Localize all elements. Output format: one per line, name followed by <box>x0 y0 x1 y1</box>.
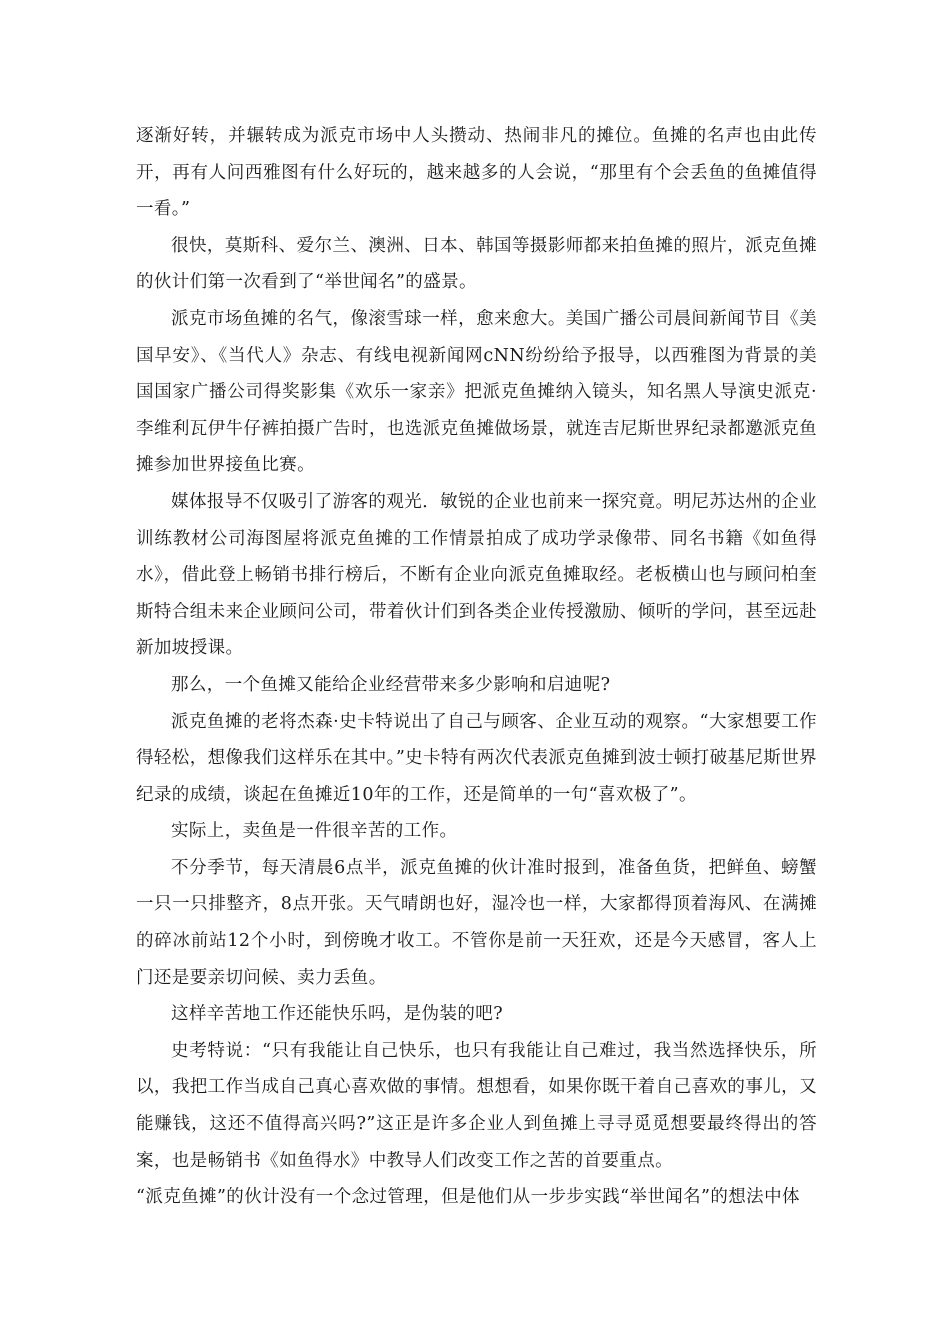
paragraph: 派克鱼摊的老将杰森·史卡特说出了自己与顾客、企业互动的观察。“大家想要工作得轻松，想像我们这样乐在其中。”史卡特有两次代表派克鱼摊到波士顿打破基尼斯世界纪录的成绩，谈起在鱼摊近10年的工作，还是简单的一句“喜欢极了”。 <box>136 711 817 805</box>
paragraph: 那么，一个鱼摊又能给企业经营带来多少影响和启迪呢? <box>171 674 611 695</box>
paragraph: 史考特说：“只有我能让自己快乐，也只有我能让自己难过，我当然选择快乐，所以，我把工作当成自己真心喜欢做的事情。想想看，如果你既干着自己喜欢的事儿，又能赚钱，这还不值得高兴吗?”这正是许多企业人到鱼摊上寻寻觅觅想要最终得出的答案，也是畅销书《如鱼得水》中教导人们改变工作之苦的首要重点。 <box>136 1040 817 1171</box>
paragraph: 很快，莫斯科、爱尔兰、澳洲、日本、韩国等摄影师都来拍鱼摊的照片，派克鱼摊的伙计们第一次看到了“举世闻名”的盛景。 <box>136 235 817 293</box>
paragraph: “派克鱼摊”的伙计没有一个念过管理，但是他们从一步步实践“举世闻名”的想法中体 <box>136 1187 800 1208</box>
paragraph: 派克市场鱼摊的名气，像滚雪球一样，愈来愈大。美国广播公司晨间新闻节目《美国早安》、《当代人》杂志、有线电视新闻网cNN纷纷给予报导，以西雅图为背景的美国国家广播公司得奖影集《欢乐一家亲》把派克鱼摊纳入镜头，知名黑人导演史派克·李维利瓦伊牛仔裤拍摄广告时，也选派克鱼摊做场景，就连吉尼斯世界纪录都邀派克鱼摊参加世界接鱼比赛。 <box>136 308 817 476</box>
article-body <box>136 118 817 1216</box>
paragraph: 逐渐好转，并辗转成为派克市场中人头攒动、热闹非凡的摊位。鱼摊的名声也由此传开，再有人问西雅图有什么好玩的，越来越多的人会说，“那里有个会丢鱼的鱼摊值得一看。” <box>136 126 817 220</box>
paragraph: 这样辛苦地工作还能快乐吗，是伪装的吧? <box>171 1004 503 1025</box>
paragraph: 媒体报导不仅吸引了游客的观光．敏锐的企业也前来一探究竟。明尼苏达州的企业训练教材公司海图屋将派克鱼摊的工作情景拍成了成功学录像带、同名书籍《如鱼得水》，借此登上畅销书排行榜后，不断有企业向派克鱼摊取经。老板横山也与顾问柏奎斯特合组未来企业顾问公司，带着伙计们到各类企业传授激励、倾听的学问，甚至远赴新加坡授课。 <box>136 491 817 659</box>
paragraph: 实际上，卖鱼是一件很辛苦的工作。 <box>171 821 458 842</box>
paragraph: 不分季节，每天清晨6点半，派克鱼摊的伙计准时报到，准备鱼货，把鲜鱼、螃蟹一只一只排整齐，8点开张。天气晴朗也好，湿冷也一样，大家都得顶着海风、在满摊的碎冰前站12个小时，到傍晚才收工。不管你是前一天狂欢，还是今天感冒，客人上门还是要亲切问候、卖力丢鱼。 <box>136 857 817 988</box>
